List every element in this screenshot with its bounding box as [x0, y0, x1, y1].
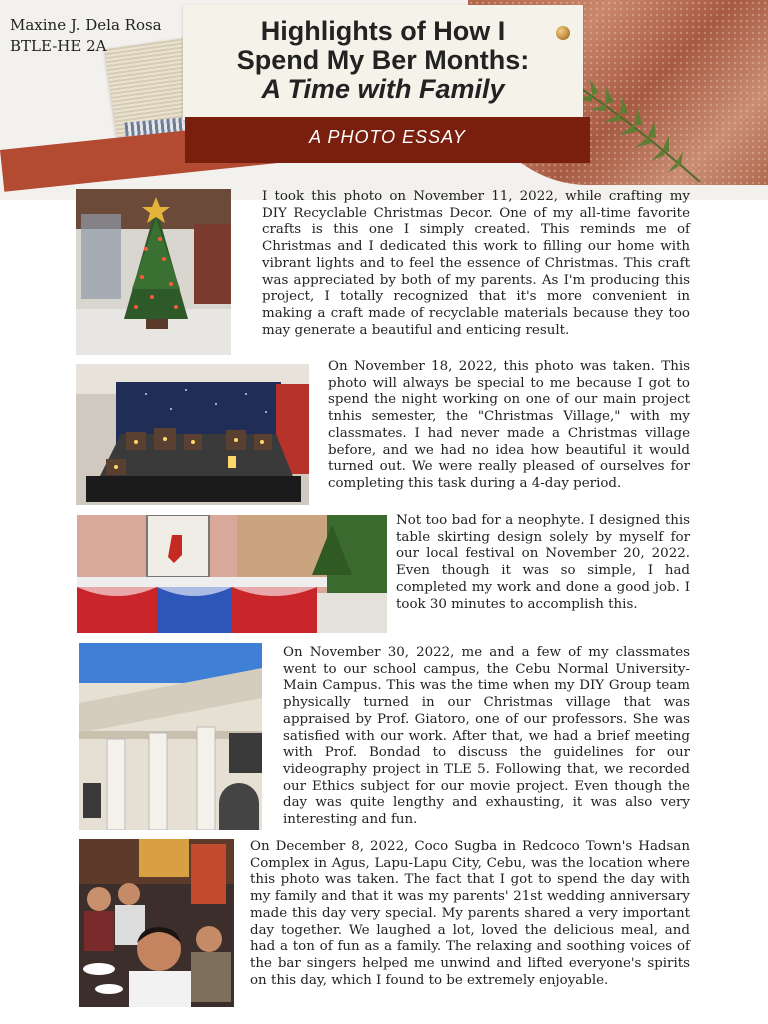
essay-paragraph-4: On November 30, 2022, me and a few of my classmates went to our school campus, the Cebu Normal University-Main Campus. This was the time when my DIY Group team physically turned in our Christmas village that was appraised by Prof. Giatoro, one of our professors. She was satisfied with our work. After that, we had a brief meeting with Prof. Bondad to discuss the guidelines for our videography project in TLE 5. Following that, we recorded our Ethics subject for our movie project. Even though the day was quite lengthy and exhausting, it was also very interesting and fun. — [283, 645, 690, 828]
family-dinner-photo — [79, 839, 234, 1007]
header-collage — [0, 0, 768, 200]
pushpin-icon — [556, 26, 570, 40]
title-line-1: Highlights of How I — [260, 16, 506, 46]
subtitle: A PHOTO ESSAY — [309, 127, 466, 147]
title-line-2: Spend My Ber Months: — [236, 45, 530, 75]
christmas-tree-photo — [76, 189, 231, 355]
author-name: Maxine J. Dela Rosa — [10, 16, 162, 34]
table-skirting-photo — [77, 515, 387, 633]
essay-paragraph-1: I took this photo on November 11, 2022, while crafting my DIY Recyclable Christmas Decor. One of my all-time favorite crafts is this one I simply created. This reminds me of Christmas and I dedicated this work to filling our home with vibrant lights and to feel the essence of Christmas. This craft was appreciated by both of my parents. As I'm producing this project, I totally recognized that it's more convenient in making a craft made of recyclable materials because they too may generate a beautiful and enticing result. — [262, 189, 690, 338]
author-class: BTLE-HE 2A — [10, 37, 107, 55]
title-line-3: A Time with Family — [261, 74, 505, 104]
essay-paragraph-3: Not too bad for a neophyte. I designed this table skirting design solely by myself for our local festival on November 20, 2022. Even though it was so simple, I had completed my work and done a good job. I took 30 minutes to accomplish this. — [396, 513, 690, 612]
essay-paragraph-5: On December 8, 2022, Coco Sugba in Redcoco Town's Hadsan Complex in Agus, Lapu-Lapu City, Cebu, was the location where this photo was taken. The fact that I got to spend the day with my family and that it was my parents' 21st wedding anniversary made this day very special. My parents shared a very important day together. We laughed a lot, loved the delicious meal, and had a ton of fun as a family. The relaxing and soothing voices of the bar singers helped me unwind and lifted everyone's spirits on this day, which I found to be extremely enjoyable. — [250, 839, 690, 988]
christmas-village-photo — [76, 364, 309, 505]
essay-paragraph-2: On November 18, 2022, this photo was taken. This photo will always be special to me because I got to spend the night working on one of our main project tnhis semester, the "Christmas Village," with my classmates. I had never made a Christmas village before, and we had no idea how beautiful it would turned out. We were really pleased of ourselves for completing this task during a 4-day period. — [328, 359, 690, 491]
school-campus-photo — [79, 643, 262, 830]
